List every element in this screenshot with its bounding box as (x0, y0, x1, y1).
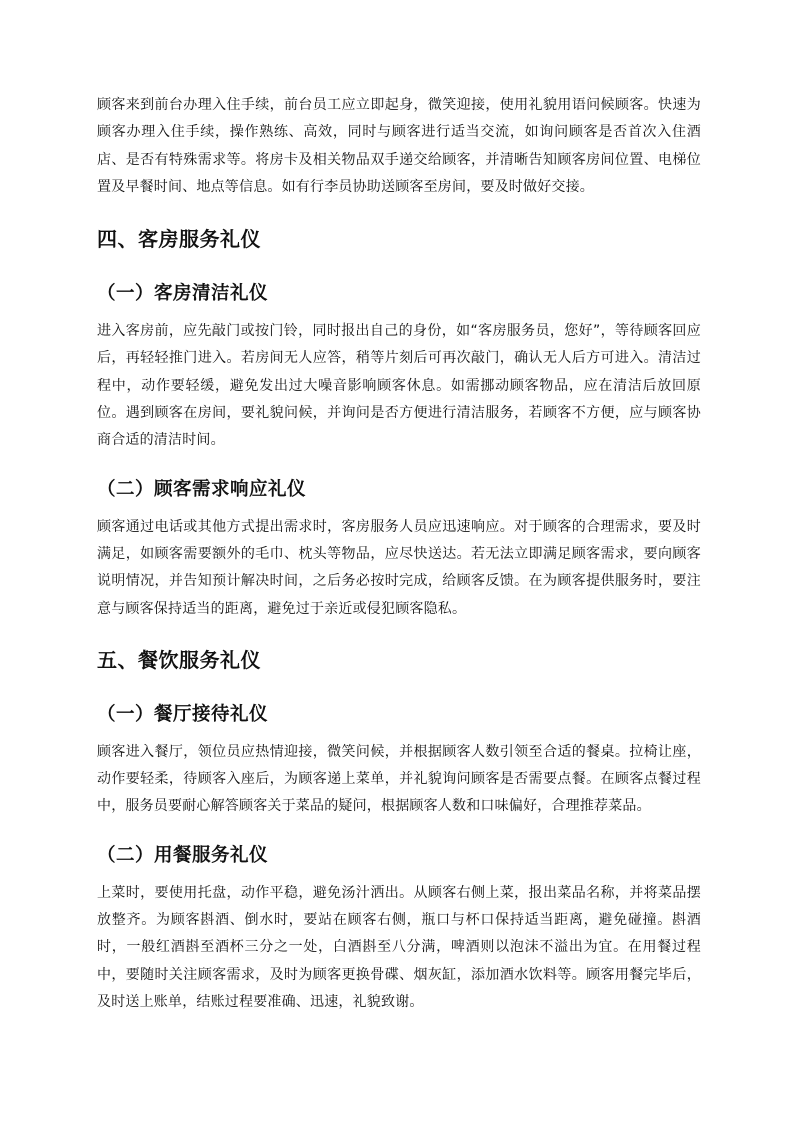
paragraph-room-cleaning: 进入客房前，应先敲门或按门铃，同时报出自己的身份，如“客房服务员，您好”，等待顾客回应后，再轻轻推门进入。若房间无人应答，稍等片刻后可再次敲门，确认无人后方可进入。清洁过程中，动作要轻缓，避免发出过大噪音影响顾客休息。如需挪动顾客物品，应在清洁后放回原位。遇到顾客在房间，要礼貌问候，并询问是否方便进行清洁服务，若顾客不方便，应与顾客协商合适的清洁时间。 (97, 323, 701, 449)
intro-paragraph: 顾客来到前台办理入住手续，前台员工应立即起身，微笑迎接，使用礼貌用语问候顾客。快速为顾客办理入住手续，操作熟练、高效，同时与顾客进行适当交流，如询问顾客是否首次入住酒店、是否有特殊需求等。将房卡及相关物品双手递交给顾客，并清晰告知顾客房间位置、电梯位置及早餐时间、地点等信息。如有行李员协助送顾客至房间，要及时做好交接。 (97, 97, 701, 195)
paragraph-dining-service: 上菜时，要使用托盘，动作平稳，避免汤汁洒出。从顾客右侧上菜，报出菜品名称，并将菜品摆放整齐。为顾客斟酒、倒水时，要站在顾客右侧，瓶口与杯口保持适当距离，避免碰撞。斟酒时，一般红酒斟至酒杯三分之一处，白酒斟至八分满，啤酒则以泡沫不溢出为宜。在用餐过程中，要随时关注顾客需求，及时为顾客更换骨碟、烟灰缸，添加酒水饮料等。顾客用餐完毕后，及时送上账单，结账过程要准确、迅速，礼貌致谢。 (97, 884, 701, 1010)
subsection-heading-room-cleaning: （一）客房清洁礼仪 (97, 283, 269, 305)
paragraph-guest-request-response: 顾客通过电话或其他方式提出需求时，客房服务人员应迅速响应。对于顾客的合理需求，要及时满足，如顾客需要额外的毛巾、枕头等物品，应尽快送达。若无法立即满足顾客需求，要向顾客说明情况，并告知预计解决时间，之后务必按时完成，给顾客反馈。在为顾客提供服务时，要注意与顾客保持适当的距离，避免过于亲近或侵犯顾客隐私。 (97, 518, 701, 617)
section-heading-guest-room-service: 四、客房服务礼仪 (97, 227, 261, 252)
subsection-heading-restaurant-reception: （一）餐厅接待礼仪 (97, 703, 269, 725)
paragraph-restaurant-reception: 顾客进入餐厅，领位员应热情迎接，微笑问候，并根据顾客人数引领至合适的餐桌。拉椅让座，动作要轻柔，待顾客入座后，为顾客递上菜单，并礼貌询问顾客是否需要点餐。在顾客点餐过程中，服务员要耐心解答顾客关于菜品的疑问，根据顾客人数和口味偏好，合理推荐菜品。 (97, 743, 701, 815)
document-page (97, 92, 701, 1016)
subsection-heading-dining-service: （二）用餐服务礼仪 (97, 844, 269, 866)
subsection-heading-guest-request-response: （二）顾客需求响应礼仪 (97, 478, 307, 500)
section-heading-dining-service: 五、餐饮服务礼仪 (97, 647, 261, 672)
